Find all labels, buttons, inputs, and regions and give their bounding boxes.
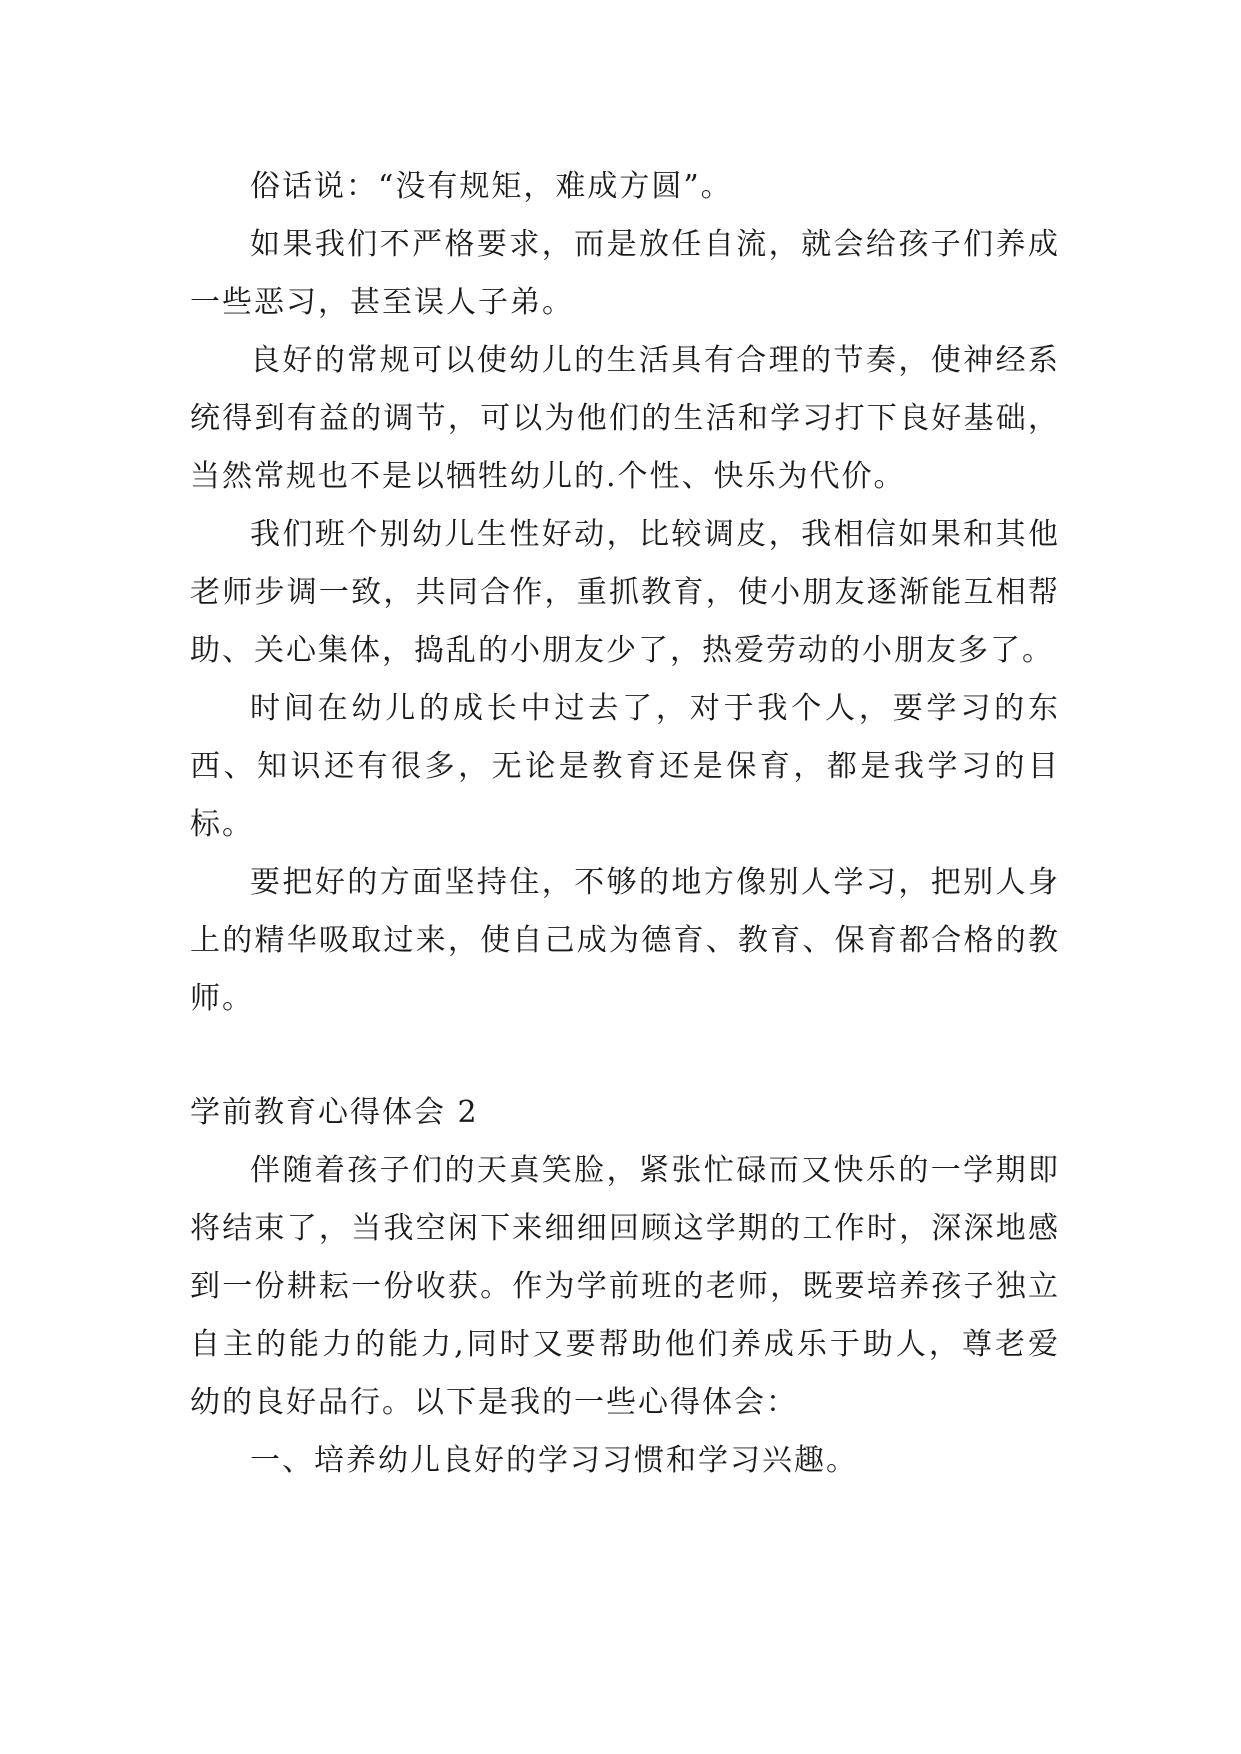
- paragraph: 如果我们不严格要求，而是放任自流，就会给孩子们养成一些恶习，甚至误人子弟。: [190, 227, 1060, 320]
- document-body: [190, 158, 1060, 1490]
- paragraph: 一、培养幼儿良好的学习习惯和学习兴趣。: [250, 1443, 858, 1478]
- paragraph: 伴随着孩子们的天真笑脸，紧张忙碌而又快乐的一学期即将结束了，当我空闲下来细细回顾这学期的工作时，深深地感到一份耕耘一份收获。作为学前班的老师，既要培养孩子独立自主的能力的能力,同时又要帮助他们养成乐于助人，尊老爱幼的良好品行。以下是我的一些心得体会：: [190, 1153, 1060, 1420]
- section-title: 学前教育心得体会 2: [190, 1095, 479, 1130]
- paragraph: 俗话说：“没有规矩，难成方圆”。: [250, 169, 733, 204]
- paragraph: 我们班个别幼儿生性好动，比较调皮，我相信如果和其他老师步调一致，共同合作，重抓教育，使小朋友逐渐能互相帮助、关心集体，捣乱的小朋友少了，热爱劳动的小朋友多了。: [190, 517, 1060, 668]
- paragraph: 良好的常规可以使幼儿的生活具有合理的节奏，使神经系统得到有益的调节，可以为他们的生活和学习打下良好基础，当然常规也不是以牺牲幼儿的.个性、快乐为代价。: [190, 343, 1060, 494]
- paragraph: 时间在幼儿的成长中过去了，对于我个人，要学习的东西、知识还有很多，无论是教育还是保育，都是我学习的目标。: [190, 691, 1060, 842]
- paragraph: 要把好的方面坚持住，不够的地方像别人学习，把别人身上的精华吸取过来，使自己成为德育、教育、保育都合格的教师。: [190, 865, 1060, 1016]
